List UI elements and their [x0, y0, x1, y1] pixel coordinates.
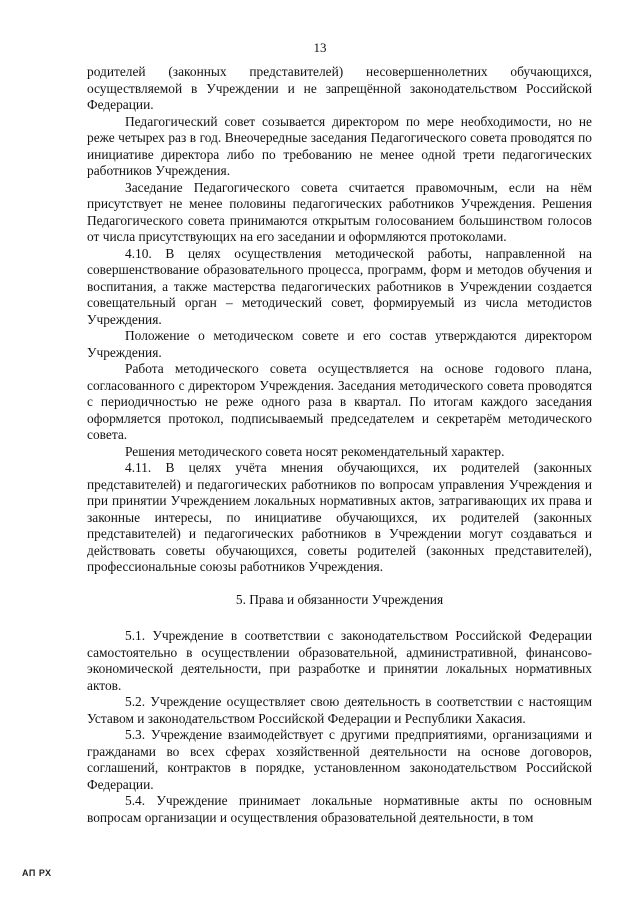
section-heading: 5. Права и обязанности Учреждения: [235, 591, 444, 607]
paragraph: 5.2. Учреждение осуществляет свою деятельность в соответствии с настоящим Уставом и законодательством Российской Федерации и Республики Хакасия.: [87, 694, 592, 726]
paragraph: Заседание Педагогического совета считается правомочным, если на нём присутствует не менее половины педагогических работников Учреждения. Решения Педагогического совета принимаются открытым голосованием большинством голосов от числа присутствующих на его заседании и оформляются протоколами.: [87, 179, 592, 244]
paragraph: Педагогический совет созывается директором по мере необходимости, но не реже четырех раз в год. Внеочередные заседания Педагогического совета проводятся по инициативе директора либо по требованию не менее одной трети педагогических работников Учреждения.: [87, 113, 592, 178]
paragraph: Положение о методическом совете и его состав утверждаются директором Учреждения.: [87, 328, 592, 360]
paragraph: 5.4. Учреждение принимает локальные нормативные акты по основным вопросам организации и осуществления образовательной деятельности, в том: [87, 793, 592, 825]
page-number: 13: [313, 40, 327, 55]
footer-stamp-mark: АП РХ: [22, 868, 52, 878]
paragraph: 5.1. Учреждение в соответствии с законодательством Российской Федерации самостоятельно в осуществлении образовательной, административной, финансово-экономической деятельности, при разработке и принятии локальных нормативных актов.: [87, 628, 592, 693]
document-body: [87, 64, 592, 826]
paragraph: родителей (законных представителей) несовершеннолетних обучающихся, осуществляемой в Учреждении и не запрещённой законодательством Российской Федерации.: [87, 64, 592, 112]
paragraph: Работа методического совета осуществляется на основе годового плана, согласованного с директором Учреждения. Заседания методического совета проводятся с периодичностью не реже одного раза в квартал. По итогам каждого заседания оформляется протокол, подписываемый председателем и секретарём методического совета.: [87, 361, 592, 442]
paragraph: 5.3. Учреждение взаимодействует с другими предприятиями, организациями и гражданами во всех сферах хозяйственной деятельности на основе договоров, соглашений, контрактов в порядке, установленном законодательством Российской Федерации.: [87, 727, 592, 792]
paragraph: 4.10. В целях осуществления методической работы, направленной на совершенствование образовательного процесса, программ, форм и методов обучения и воспитания, а также мастерства педагогических работников в Учреждении создается совещательный орган – методический совет, формируемый из числа методистов Учреждения.: [87, 245, 592, 327]
paragraph: Решения методического совета носят рекомендательный характер.: [125, 443, 505, 459]
paragraph: 4.11. В целях учёта мнения обучающихся, их родителей (законных представителей) и педагогических работников по вопросам управления Учреждения и при принятии Учреждением локальных нормативных актов, затрагивающих их права и законные интересы, по инициативе обучающихся, их родителей (законных представителей) и педагогических работников в Учреждении могут создаваться и действовать советы обучающихся, советы родителей (законных представителей), профессиональные союзы работников Учреждения.: [87, 460, 592, 574]
